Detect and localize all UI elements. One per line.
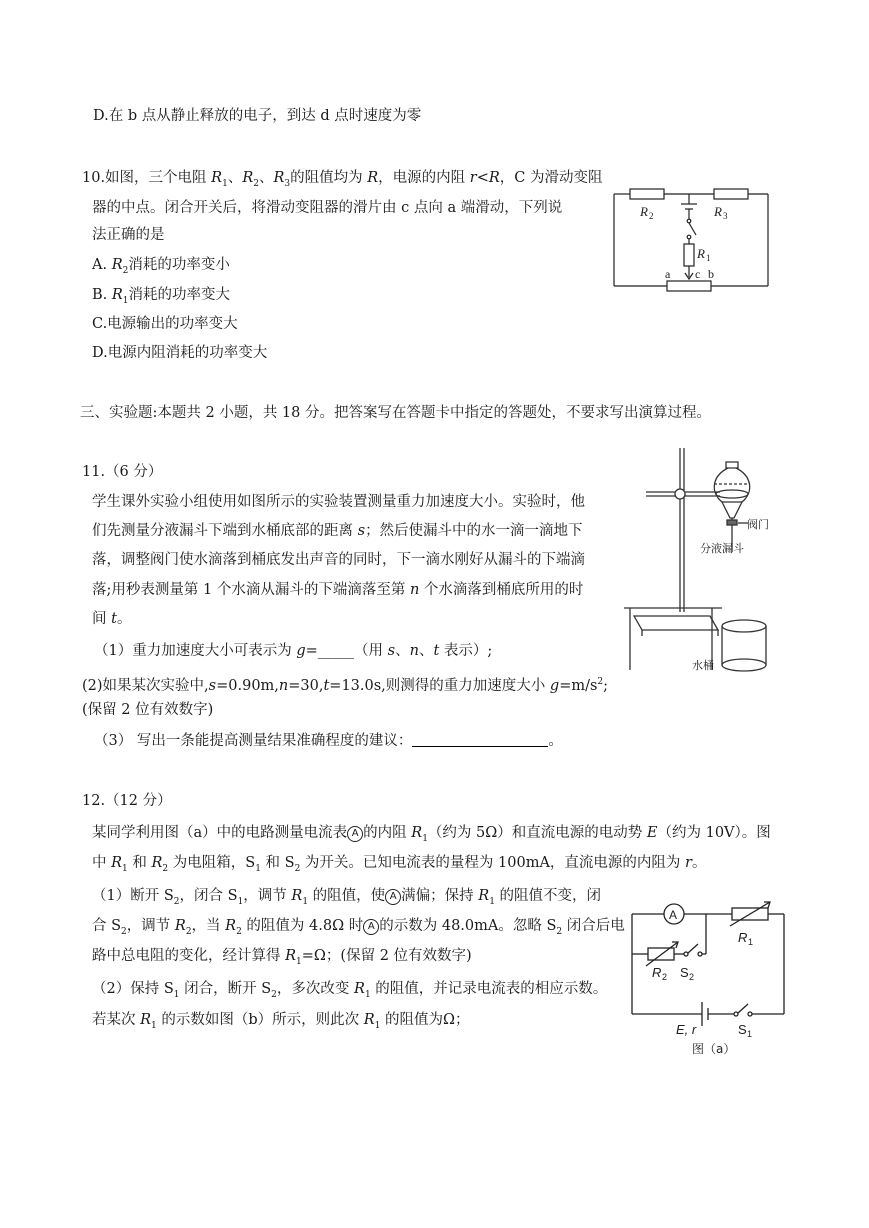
q12-fig-r1-sub: 1 bbox=[748, 937, 754, 947]
q12-para-line1: 某同学利用图（a）中的电路测量电流表 A 的内阻 $R_1$（约为 5Ω）和直流电源的电动势 E（约为 10V）。图 bbox=[92, 825, 771, 844]
q9-option-d: D.在 b 点从静止释放的电子，到达 d 点时速度为零 bbox=[93, 108, 422, 124]
q11-fig-bucket-label: 水桶 bbox=[692, 659, 714, 672]
q11-apparatus-figure bbox=[622, 440, 782, 680]
q10-stem-line1: 10.如图，三个电阻 $R_1$、$R_2$、$R_3$的阻值均为 R，电源的内阻 r<R，C 为滑动变阻 bbox=[82, 170, 603, 189]
q12-fig-s2-label: S bbox=[680, 965, 689, 980]
q12-fig-r2-label: R bbox=[652, 965, 662, 980]
q11-fig-funnel-label: 分液漏斗 bbox=[700, 542, 744, 555]
q10-fig-r3-label: R bbox=[714, 204, 722, 219]
q12-question-2-line2: 若某次 $R_1$ 的示数如图（b）所示，则此次 $R_1$ 的阻值为Ω； bbox=[92, 1012, 470, 1031]
q12-question-2-line1: （2）保持 $S_1$ 闭合，断开 $S_2$，多次改变 $R_1$ 的阻值，并记录电流表的相应示数。 bbox=[92, 981, 608, 1000]
q10-fig-a-label: a bbox=[665, 267, 671, 281]
q12-fig-s1-sub: 1 bbox=[747, 1029, 753, 1039]
q11-para-line2: 们先测量分液漏斗下端到水桶底部的距离 s；然后使漏斗中的水一滴一滴地下 bbox=[92, 523, 583, 539]
q11-para-line4: 落;用秒表测量第 1 个水滴从漏斗的下端滴落至第 n 个水滴落到桶底所用的时 bbox=[92, 582, 584, 598]
q12-fig-s1-label: S bbox=[738, 1022, 747, 1037]
q10-circuit-figure bbox=[608, 180, 773, 292]
q12-para-line2: 中 $R_1$ 和 $R_2$ 为电阻箱，$S_1$ 和 $S_2$ 为开关。已知电流表的量程为 100mA，直流电源的内阻为 r。 bbox=[92, 855, 707, 874]
ammeter-symbol: A bbox=[347, 826, 363, 842]
q10-option-d: D.电源内阻消耗的功率变大 bbox=[92, 345, 268, 361]
q11-para-line5: 间 t。 bbox=[92, 611, 132, 627]
q12-fig-s2-sub: 2 bbox=[689, 972, 695, 982]
q11-question-2: (2)如果某次实验中,s=0.90m,n=30,t=13.0s,则测得的重力加速度大小 $g=m/s^2$; bbox=[82, 677, 609, 694]
q10-fig-b-label: b bbox=[708, 267, 714, 281]
q10-stem-line3: 法正确的是 bbox=[92, 227, 165, 243]
q12-fig-r1-label: R bbox=[738, 930, 748, 945]
q10-fig-r1-sub: 1 bbox=[706, 253, 711, 263]
q10-fig-r2-label: R bbox=[640, 204, 648, 219]
q12-fig-er-label: E, r bbox=[676, 1022, 697, 1037]
section3-heading: 三、实验题:本题共 2 小题，共 18 分。把答案写在答题卡中指定的答题处，不要求写出演算过程。 bbox=[80, 405, 711, 421]
q12-fig-r2-sub: 2 bbox=[662, 972, 668, 982]
q11-header: 11.（6 分） bbox=[82, 464, 163, 480]
q12-question-1-line2: 合 $S_2$，调节 $R_2$，当 $R_2$ 的阻值为 4.8Ω 时 A 的示数为 48.0mA。忽略 $S_2$ 闭合后电 bbox=[92, 918, 625, 937]
q10-stem-line2: 器的中点。闭合开关后，将滑动变阻器的滑片由 c 点向 a 端滑动，下列说 bbox=[92, 200, 563, 216]
q10-fig-c-label: c bbox=[695, 267, 701, 281]
q10-fig-r2-sub: 2 bbox=[649, 211, 654, 221]
q10-fig-r3-sub: 3 bbox=[723, 211, 728, 221]
ammeter-symbol: A bbox=[385, 889, 401, 905]
q10-option-b: B. $R_1$消耗的功率变大 bbox=[92, 287, 231, 306]
q11-answer-blank bbox=[412, 732, 548, 747]
q11-fig-valve-label: 阀门 bbox=[747, 518, 769, 531]
q12-header: 12.（12 分） bbox=[82, 793, 172, 809]
ammeter-symbol: A bbox=[363, 919, 379, 935]
q12-circuit-figure-a bbox=[622, 896, 794, 1056]
q10-option-a: A. $R_2$消耗的功率变小 bbox=[92, 257, 230, 276]
q11-question-3: （3） 写出一条能提高测量结果准确程度的建议： 。 bbox=[94, 733, 563, 749]
q10-fig-r1-label: R bbox=[697, 246, 705, 261]
q11-question-1: （1）重力加速度大小可表示为 g=_____（用 s、n、t 表示）; bbox=[94, 643, 493, 659]
q12-fig-caption: 图（a） bbox=[692, 1042, 736, 1056]
q11-precision-note: (保留 2 位有效数字) bbox=[82, 702, 214, 718]
q11-para-line1: 学生课外实验小组使用如图所示的实验装置测量重力加速度大小。实验时，他 bbox=[92, 494, 585, 510]
q12-question-1-line1: （1）断开 $S_2$，闭合 $S_1$，调节 $R_1$ 的阻值，使 A 满偏；保持 $R_1$ 的阻值不变，闭 bbox=[92, 888, 602, 907]
q11-para-line3: 落，调整阀门使水滴落到桶底发出声音的同时，下一滴水刚好从漏斗的下端滴 bbox=[92, 552, 585, 568]
q12-question-1-line3: 路中总电阻的变化，经计算得 $R_1=\Omega$；(保留 2 位有效数字) bbox=[92, 948, 472, 967]
q10-option-c: C.电源输出的功率变大 bbox=[92, 316, 238, 332]
q12-fig-ammeter-label: A bbox=[669, 908, 678, 922]
